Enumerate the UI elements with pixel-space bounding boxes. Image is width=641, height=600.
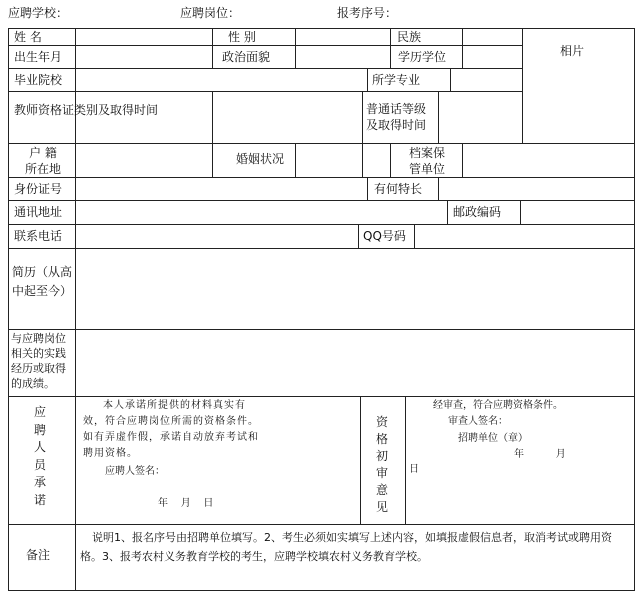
political-label: 政治面貌	[222, 50, 271, 64]
gender-label: 性 别	[228, 30, 256, 44]
teacher-cert-label: 教师资格证类别及取得时间	[14, 103, 159, 117]
review-date-year-month: 年 月	[514, 449, 566, 460]
serial-label: 报考序号：	[337, 6, 398, 20]
reviewer-signature-label: 审查人签名：	[448, 416, 508, 427]
archive-label: 档案保 管单位	[408, 146, 445, 176]
education-label: 学历学位	[398, 50, 447, 64]
applicant-signature-label: 应聘人签名：	[105, 466, 165, 477]
hukou-label: 户 籍 所在地	[24, 146, 61, 176]
major-label: 所学专业	[372, 73, 421, 87]
commitment-text: 本人承诺所提供的材料真实有效，符合应聘岗位所需的资格条件。如有弄虚作假，承诺自动放弃考试和聘用资格。	[83, 400, 259, 459]
photo-label: 相片	[560, 44, 585, 58]
review-date-day: 日	[409, 464, 419, 475]
name-label: 姓 名	[14, 30, 42, 44]
id-number-label: 身份证号	[14, 182, 63, 196]
hiring-unit-stamp: 招聘单位（章）	[458, 433, 528, 444]
school-label: 应聘学校：	[8, 6, 69, 20]
postcode-label: 邮政编码	[453, 205, 502, 219]
resume-label: 简历（从高中起至今）	[12, 265, 73, 298]
marital-label: 婚姻状况	[236, 152, 285, 166]
specialty-label: 有何特长	[374, 182, 423, 196]
remarks-label: 备注	[26, 548, 51, 562]
applicant-date: 年 月 日	[158, 498, 214, 509]
commitment-label: 应聘人员承诺	[33, 405, 46, 507]
qq-label: QQ号码	[363, 229, 406, 243]
position-label: 应聘岗位：	[180, 6, 241, 20]
experience-label: 与应聘岗位相关的实践经历或取得的成绩。	[11, 332, 66, 390]
review-label: 资格初审意见	[375, 415, 388, 514]
remarks-text: 说明1、报名序号由招聘单位填写。2、考生必须如实填写上述内容，如填报虚假信息者，取消考试或聘用资格。3、报考农村义务教育学校的考生，应聘学校填农村义务教育学校。	[80, 531, 612, 563]
mandarin-label: 普通话等级及取得时间	[366, 102, 427, 132]
birth-label: 出生年月	[14, 50, 63, 64]
phone-label: 联系电话	[14, 229, 63, 243]
review-text: 经审查，符合应聘资格条件。	[433, 400, 563, 411]
ethnicity-label: 民族	[397, 30, 422, 44]
graduated-label: 毕业院校	[14, 73, 63, 87]
address-label: 通讯地址	[14, 205, 63, 219]
